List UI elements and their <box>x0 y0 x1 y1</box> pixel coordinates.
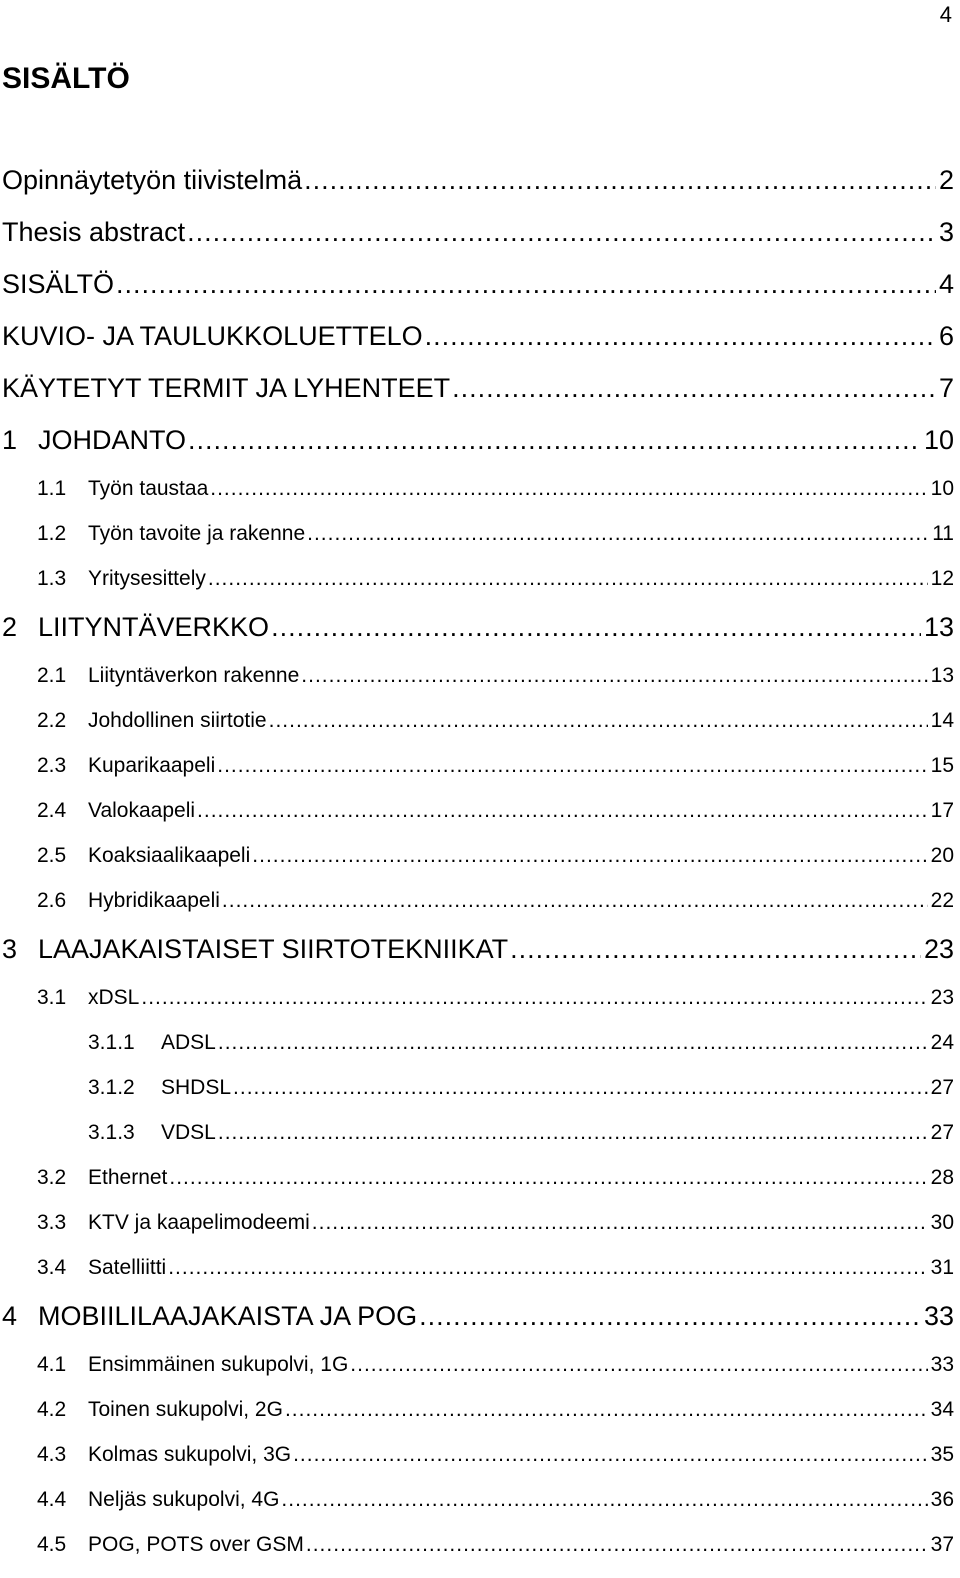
toc-entry-page: 13 <box>923 612 954 642</box>
toc-entry-page: 37 <box>930 1533 954 1556</box>
toc-entry-title: xDSL <box>88 986 140 1009</box>
dot-leader <box>510 934 921 965</box>
toc-entry-page: 36 <box>930 1488 954 1511</box>
toc-entry-title: Valokaapeli <box>88 799 196 822</box>
toc-entry-title: SISÄLTÖ <box>2 269 115 299</box>
toc-entry-title: Thesis abstract <box>2 217 186 247</box>
toc-entry-title: Ethernet <box>88 1166 168 1189</box>
dot-leader <box>425 321 936 352</box>
toc-entry-page: 6 <box>938 321 954 351</box>
toc-entry[interactable] <box>0 1353 954 1398</box>
dot-leader <box>210 477 927 501</box>
toc-entry-page: 13 <box>930 664 954 687</box>
toc-entry[interactable] <box>0 612 954 664</box>
toc-entry-number: 1.1 <box>37 477 67 500</box>
toc-entry-page: 4 <box>938 269 954 299</box>
toc-entry-number: 4.5 <box>37 1533 67 1556</box>
dot-leader <box>285 1398 928 1422</box>
toc-entry-number: 1.3 <box>37 567 67 590</box>
toc-entry-page: 15 <box>930 754 954 777</box>
toc-entry[interactable] <box>0 1166 954 1211</box>
toc-entry-title: Ensimmäinen sukupolvi, 1G <box>88 1353 349 1376</box>
toc-entry[interactable] <box>0 425 954 477</box>
dot-leader <box>187 217 936 248</box>
dot-leader <box>217 754 927 778</box>
toc-entry[interactable] <box>0 1256 954 1301</box>
toc-entry-page: 31 <box>930 1256 954 1279</box>
page-title: SISÄLTÖ <box>2 62 130 95</box>
toc-entry-number: 3.4 <box>37 1256 67 1279</box>
toc-entry-title: Satelliitti <box>88 1256 167 1279</box>
dot-leader <box>350 1353 927 1377</box>
toc-entry[interactable] <box>0 1211 954 1256</box>
dot-leader <box>307 522 929 546</box>
toc-entry-page: 28 <box>930 1166 954 1189</box>
toc-entry-title: Yritysesittely <box>88 567 206 590</box>
toc-entry[interactable] <box>0 986 954 1031</box>
toc-entry-page: 22 <box>930 889 954 912</box>
toc-entry-number: 2.1 <box>37 664 67 687</box>
toc-entry[interactable] <box>0 799 954 844</box>
toc-entry-title: Hybridikaapeli <box>88 889 220 912</box>
toc-entry-page: 23 <box>930 986 954 1009</box>
toc-entry-title: ADSL <box>161 1031 216 1054</box>
dot-leader <box>116 269 936 300</box>
toc-entry[interactable] <box>0 1443 954 1488</box>
toc-entry[interactable] <box>0 567 954 612</box>
toc-entry-title: Työn tavoite ja rakenne <box>88 522 306 545</box>
toc-entry[interactable] <box>0 889 954 934</box>
toc-entry-number: 2.5 <box>37 844 67 867</box>
toc-entry-title: VDSL <box>161 1121 216 1144</box>
dot-leader <box>271 612 921 643</box>
dot-leader <box>188 425 921 456</box>
toc-entry-title: LAAJAKAISTAISET SIIRTOTEKNIIKAT <box>38 934 509 964</box>
toc-entry-number: 1.2 <box>37 522 67 545</box>
toc-entry-number: 3.1.3 <box>88 1121 135 1144</box>
toc-entry-page: 33 <box>930 1353 954 1376</box>
toc-entry-page: 3 <box>938 217 954 247</box>
toc-entry[interactable] <box>0 664 954 709</box>
toc-entry[interactable] <box>0 934 954 986</box>
toc-entry-title: SHDSL <box>161 1076 232 1099</box>
toc-entry[interactable] <box>0 165 954 217</box>
table-of-contents <box>0 165 954 1578</box>
toc-entry-title: KUVIO- JA TAULUKKOLUETTELO <box>2 321 423 351</box>
toc-entry-number: 4.4 <box>37 1488 67 1511</box>
toc-entry-page: 33 <box>923 1301 954 1331</box>
toc-entry[interactable] <box>0 373 954 425</box>
toc-entry-page: 20 <box>930 844 954 867</box>
toc-entry-page: 12 <box>930 567 954 590</box>
toc-entry-number: 3.1.1 <box>88 1031 135 1054</box>
toc-entry-number: 4 <box>2 1301 18 1331</box>
toc-entry-number: 4.2 <box>37 1398 67 1421</box>
toc-entry-page: 2 <box>938 165 954 195</box>
toc-entry-number: 3.2 <box>37 1166 67 1189</box>
dot-leader <box>233 1076 928 1100</box>
toc-entry-page: 14 <box>930 709 954 732</box>
toc-entry-page: 27 <box>930 1076 954 1099</box>
toc-entry-number: 2 <box>2 612 18 642</box>
dot-leader <box>312 1211 928 1235</box>
toc-entry-page: 10 <box>930 477 954 500</box>
toc-entry-number: 2.4 <box>37 799 67 822</box>
toc-entry-title: Liityntäverkon rakenne <box>88 664 300 687</box>
dot-leader <box>269 709 928 733</box>
toc-entry[interactable] <box>0 477 954 522</box>
toc-entry-number: 3.1 <box>37 986 67 1009</box>
toc-entry-title: Kuparikaapeli <box>88 754 216 777</box>
toc-entry[interactable] <box>0 709 954 754</box>
toc-entry[interactable] <box>0 844 954 889</box>
toc-entry-page: 11 <box>932 522 954 545</box>
toc-entry-title: LIITYNTÄVERKKO <box>38 612 270 642</box>
toc-entry-title: Työn taustaa <box>88 477 209 500</box>
toc-entry[interactable] <box>0 1076 954 1121</box>
dot-leader <box>222 889 928 913</box>
dot-leader <box>141 986 927 1010</box>
toc-entry[interactable] <box>0 1488 954 1533</box>
toc-entry-number: 4.1 <box>37 1353 67 1376</box>
toc-entry[interactable] <box>0 1398 954 1443</box>
toc-entry[interactable] <box>0 1533 954 1578</box>
dot-leader <box>208 567 928 591</box>
toc-entry-title: Toinen sukupolvi, 2G <box>88 1398 283 1421</box>
toc-entry-page: 23 <box>923 934 954 964</box>
toc-entry[interactable] <box>0 1121 954 1166</box>
dot-leader <box>218 1031 928 1055</box>
toc-entry-page: 17 <box>930 799 954 822</box>
toc-entry-number: 1 <box>2 425 18 455</box>
toc-entry-number: 2.2 <box>37 709 67 732</box>
toc-entry-title: KÄYTETYT TERMIT JA LYHENTEET <box>2 373 451 403</box>
dot-leader <box>304 165 936 196</box>
toc-entry[interactable] <box>0 269 954 321</box>
toc-entry-title: JOHDANTO <box>38 425 187 455</box>
toc-entry-title: Johdollinen siirtotie <box>88 709 267 732</box>
toc-entry-number: 2.3 <box>37 754 67 777</box>
toc-entry[interactable] <box>0 321 954 373</box>
toc-entry-number: 3.1.2 <box>88 1076 135 1099</box>
toc-entry-title: Opinnäytetyön tiivistelmä <box>2 165 303 195</box>
dot-leader <box>252 844 927 868</box>
dot-leader <box>452 373 936 404</box>
toc-entry-title: Koaksiaalikaapeli <box>88 844 251 867</box>
toc-entry-page: 10 <box>923 425 954 455</box>
dot-leader <box>293 1443 928 1467</box>
toc-entry[interactable] <box>0 754 954 799</box>
dot-leader <box>306 1533 928 1557</box>
toc-entry-page: 24 <box>930 1031 954 1054</box>
toc-entry-title: MOBIILILAAJAKAISTA JA POG <box>38 1301 418 1331</box>
dot-leader <box>281 1488 927 1512</box>
dot-leader <box>218 1121 928 1145</box>
toc-entry-number: 4.3 <box>37 1443 67 1466</box>
page-number: 4 <box>939 2 952 27</box>
dot-leader <box>197 799 928 823</box>
toc-entry-page: 35 <box>930 1443 954 1466</box>
toc-entry-title: Neljäs sukupolvi, 4G <box>88 1488 280 1511</box>
toc-entry-number: 3 <box>2 934 18 964</box>
dot-leader <box>168 1256 927 1280</box>
toc-entry[interactable] <box>0 522 954 567</box>
toc-entry[interactable] <box>0 1031 954 1076</box>
toc-entry-number: 2.6 <box>37 889 67 912</box>
toc-entry-number: 3.3 <box>37 1211 67 1234</box>
dot-leader <box>419 1301 921 1332</box>
dot-leader <box>169 1166 927 1190</box>
toc-entry-page: 7 <box>938 373 954 403</box>
toc-entry-title: POG, POTS over GSM <box>88 1533 304 1556</box>
toc-entry-title: Kolmas sukupolvi, 3G <box>88 1443 292 1466</box>
toc-entry-page: 34 <box>930 1398 954 1421</box>
toc-entry[interactable] <box>0 217 954 269</box>
toc-entry-page: 27 <box>930 1121 954 1144</box>
toc-entry[interactable] <box>0 1301 954 1353</box>
dot-leader <box>301 664 927 688</box>
toc-entry-page: 30 <box>930 1211 954 1234</box>
toc-entry-title: KTV ja kaapelimodeemi <box>88 1211 310 1234</box>
